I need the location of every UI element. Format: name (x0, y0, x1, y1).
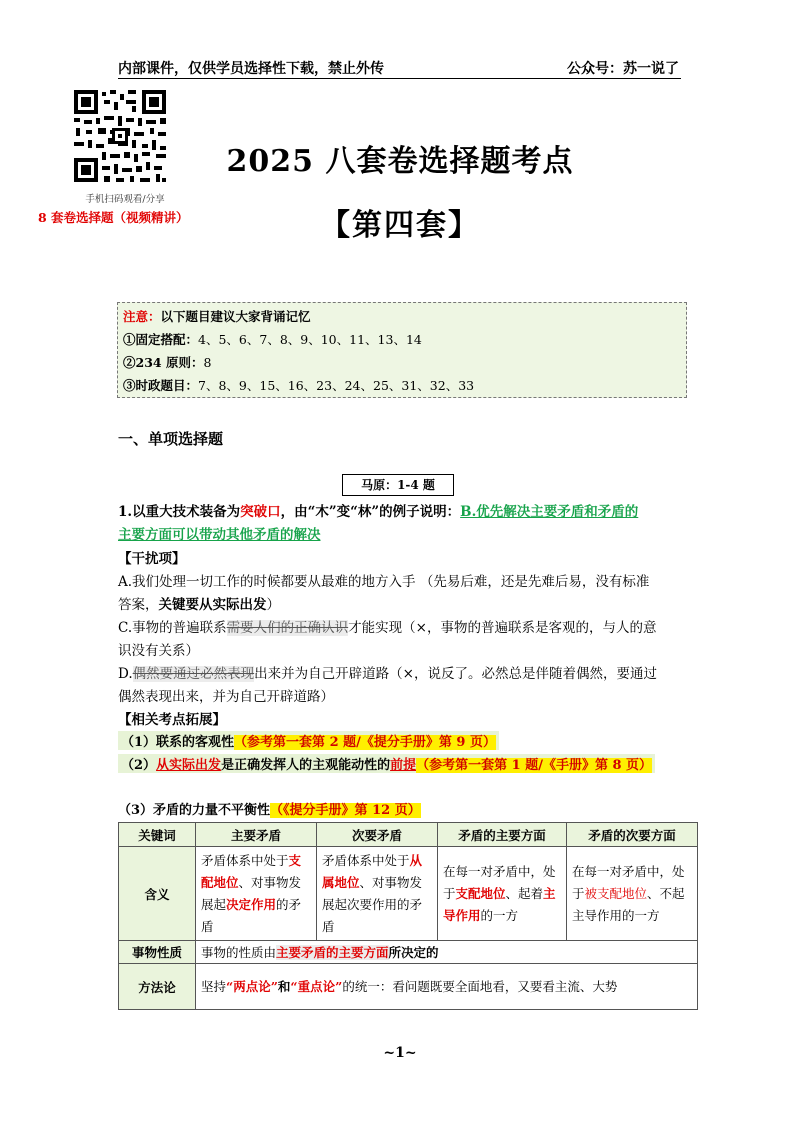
distractor-heading: 【干扰项】 (118, 551, 186, 567)
cell-text: 、起着 (505, 885, 544, 901)
cell-text: 的一方 (480, 907, 519, 923)
section-heading: 一、单项选择题 (118, 430, 224, 448)
fixed-collocation-items: 4、5、6、7、8、9、10、11、13、14 (198, 332, 422, 347)
question-1-keyword: 突破口 (240, 504, 281, 520)
cell-main-aspect (438, 847, 567, 941)
extension-item-2-ref: （参考第一套第 1 题/《手册》第 8 页） (416, 758, 653, 773)
extension-item-2 (118, 754, 655, 773)
extension-item-2-num: （2） (121, 758, 157, 773)
extension-item-1-text: （1）联系的客观性 (121, 735, 235, 750)
current-affairs-label: ③时政题目： (123, 378, 199, 393)
cell-main-contradiction (196, 847, 317, 941)
distractor-c-text: C.事物的普遍联系 (118, 620, 227, 636)
distractor-c-line-2: 识没有关系） (118, 643, 199, 659)
distractor-d-line-2: 偶然表现出来，并为自己开辟道路） (118, 689, 334, 705)
table-row (119, 941, 698, 964)
cell-text: 矛盾体系中处于 (322, 852, 410, 868)
question-1-line-1 (118, 500, 638, 520)
cell-text: 、对事物发展起 (201, 874, 302, 912)
cell-text: 、对事物发展起次要作用的矛盾 (322, 874, 423, 934)
page-header (118, 56, 681, 79)
video-lecture-label: 8 套卷选择题（视频精讲） (38, 210, 189, 225)
fixed-collocation-line (123, 330, 422, 348)
fixed-collocation-label: ①固定搭配： (123, 332, 199, 347)
cell-method (196, 964, 698, 1010)
cell-text: 坚持 (201, 978, 227, 994)
row-key-method: 方法论 (119, 964, 196, 1010)
distractor-d-text: D. (118, 666, 133, 682)
distractor-c-line-1 (118, 616, 656, 636)
header-right-text: 公众号：苏一说了 (567, 61, 679, 77)
question-1-line-2 (118, 523, 321, 543)
notice-label: 注意： (123, 309, 161, 324)
extension-item-3 (118, 799, 421, 818)
extension-item-2-text: 是正确发挥人的主观能动性的 (221, 758, 391, 773)
question-1-answer: B.优先解决主要矛盾和矛盾的 (460, 504, 639, 520)
distractor-d-line-1 (118, 662, 657, 682)
row-key-meaning: 含义 (119, 847, 196, 941)
cell-nature (196, 941, 698, 964)
distractor-c-struck: 需要人们的正确认识 (226, 620, 349, 636)
distractor-c-note: 才能实现（×，事物的普遍联系是客观的，与人的意 (348, 620, 657, 636)
header-left-text: 内部课件，仅供学员选择性下载，禁止外传 (118, 61, 384, 77)
distractor-a-line-2 (118, 593, 280, 613)
notice-box (117, 302, 687, 398)
table-header-row (119, 823, 698, 847)
cell-key: 被支配地位 (584, 885, 648, 901)
cell-text: 和 (277, 978, 291, 994)
qr-caption: 手机扫码观看/分享 (85, 194, 165, 205)
cell-text: 事物的性质由 (201, 945, 277, 960)
question-1-answer-cont: 主要方面可以带动其他矛盾的解决 (118, 527, 321, 543)
table-header: 主要矛盾 (196, 823, 317, 847)
principle-234-items: 8 (203, 355, 212, 370)
extension-item-3-text: （3）矛盾的力量不平衡性 (118, 803, 271, 818)
distractor-a-line-1: A.我们处理一切工作的时候都要从最难的地方入手 （先易后难，还是先难后易，没有标准 (118, 574, 650, 590)
distractor-a-key: 关键要从实际出发 (158, 597, 267, 613)
table-header: 矛盾的次要方面 (567, 823, 698, 847)
cell-key: “两点论” (226, 978, 278, 994)
cell-secondary-contradiction (317, 847, 438, 941)
cell-text: 、不起主导作用的一方 (572, 885, 685, 923)
distractor-a-text: 答案， (118, 597, 159, 613)
row-key-nature: 事物性质 (119, 941, 196, 964)
cell-text: 矛盾体系中处于 (201, 852, 289, 868)
distractor-d-note: 出来并为自己开辟道路（×，说反了。必然总是伴随着偶然，要通过 (254, 666, 657, 682)
distractor-d-struck: 偶然要通过必然表现 (132, 666, 255, 682)
principle-234-line (123, 353, 211, 371)
document-title: 2025 八套卷选择题考点 (226, 144, 574, 179)
principle-234-label: ②234 原则： (123, 355, 204, 370)
notice-line (123, 307, 311, 325)
table-header: 矛盾的主要方面 (438, 823, 567, 847)
cell-text: 的矛盾 (201, 896, 302, 934)
extension-item-1 (118, 731, 499, 750)
question-1-stem: 1.以重大技术装备为 (118, 504, 241, 520)
extension-heading: 【相关考点拓展】 (118, 712, 226, 728)
cell-secondary-aspect (567, 847, 698, 941)
cell-key: 决定作用 (226, 896, 277, 912)
cell-key: “重点论” (290, 978, 343, 994)
cell-key: 主要矛盾的主要方面 (276, 945, 389, 960)
extension-item-1-ref: （参考第一套第 2 题/《提分手册》第 9 页） (234, 735, 496, 750)
extension-item-3-ref: （《提分手册》第 12 页） (270, 803, 421, 818)
distractor-a-close: ） (266, 597, 280, 613)
cell-key: 支配地位 (455, 885, 506, 901)
cell-text: 所决定的 (388, 945, 439, 960)
current-affairs-line (123, 376, 474, 394)
cell-text: 在每一对矛盾中，处于 (443, 863, 556, 901)
notice-text: 以下题目建议大家背诵记忆 (160, 309, 311, 324)
cell-text: 在每一对矛盾中，处于 (572, 863, 685, 901)
module-title: 马原：1-4 题 (342, 474, 454, 496)
cell-text: 的统一：看问题既要全面地看，又要看主流、大势 (342, 978, 618, 994)
extension-item-2-key: 从实际出发 (156, 758, 222, 773)
question-1-stem-2: ，由“木”变“林”的例子说明： (280, 504, 461, 520)
cell-key: 从属地位 (322, 852, 423, 890)
table-header: 次要矛盾 (317, 823, 438, 847)
table-header: 关键词 (119, 823, 196, 847)
current-affairs-items: 7、8、9、15、16、23、24、25、31、32、33 (198, 378, 475, 393)
page-number: ~1~ (383, 1045, 417, 1061)
table-row (119, 964, 698, 1010)
table-row (119, 847, 698, 941)
cell-key: 支配地位 (201, 852, 302, 890)
extension-item-2-key-2: 前提 (390, 758, 417, 773)
cell-key: 主导作用 (443, 885, 556, 923)
contradiction-table (118, 822, 698, 1010)
set-title: 【第四套】 (320, 208, 480, 243)
